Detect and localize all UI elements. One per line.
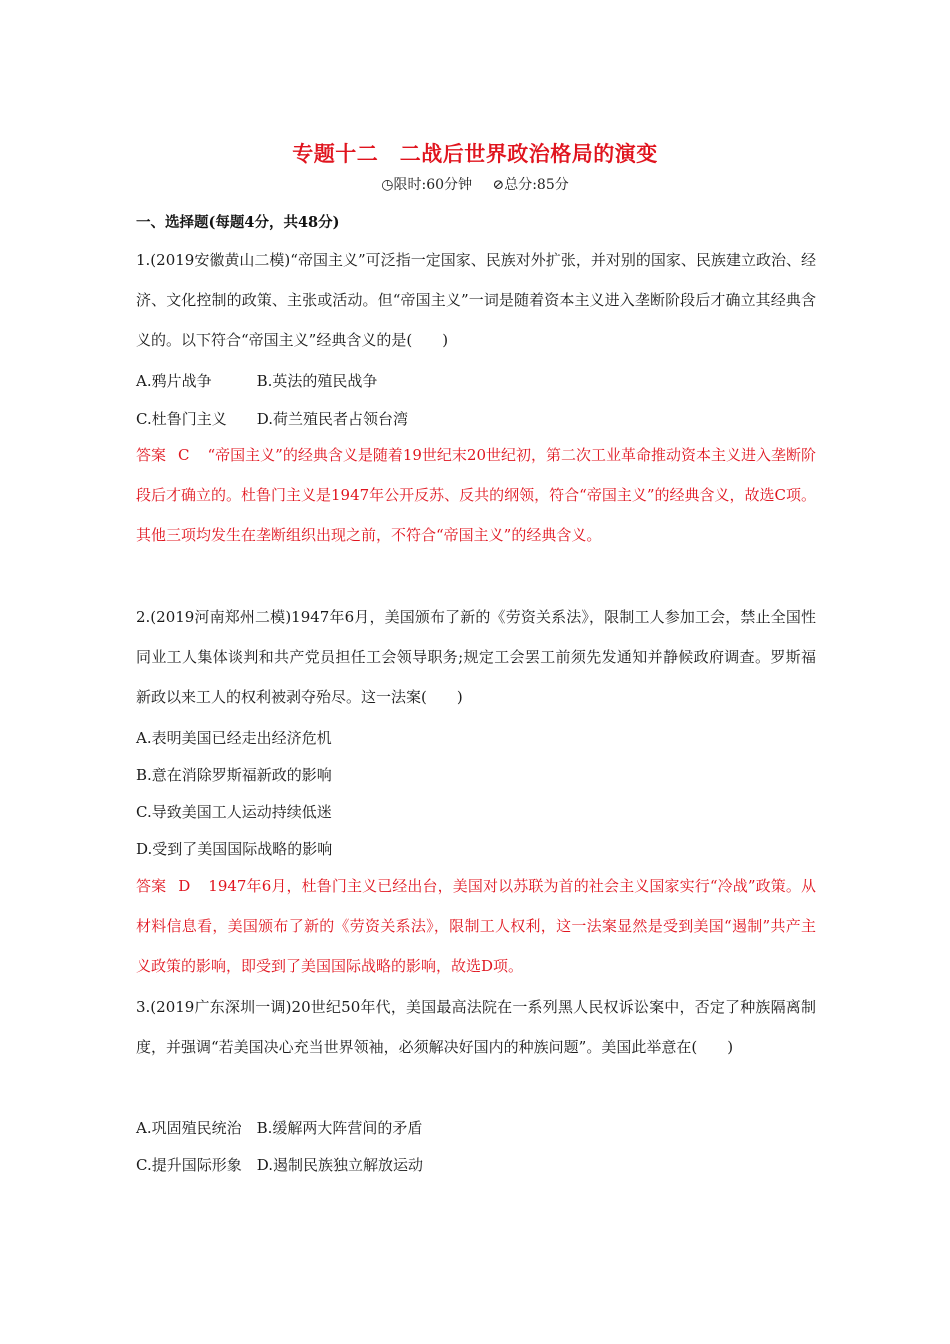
question-2-option-c: C.导致美国工人运动持续低迷 [136, 803, 332, 821]
section-heading: 一、选择题(每题4分，共48分) [136, 214, 340, 231]
question-3-options-row-1: A.巩固殖民统治 B.缓解两大阵营间的矛盾 [136, 1119, 423, 1137]
answer-explanation: 1947年6月，杜鲁门主义已经出台，美国对以苏联为首的社会主义国家实行“冷战”政策。从材料信息看，美国颁布了新的《劳资关系法》，限制工人权利，这一法案显然是受到美国“遏制”共产主义政策的影响，即受到了美国国际战略的影响，故选D项。 [136, 877, 816, 975]
question-2-answer [136, 866, 816, 986]
question-2-option-d: D.受到了美国国际战略的影响 [136, 840, 333, 858]
answer-explanation: “帝国主义”的经典含义是随着19世纪末20世纪初，第二次工业革命推动资本主义进入垄断阶段后才确立的。杜鲁门主义是1947年公开反苏、反共的纲领，符合“帝国主义”的经典含义，故选C项。其他三项均发生在垄断组织出现之前，不符合“帝国主义”的经典含义。 [136, 446, 817, 544]
question-2-stem: 2.(2019河南郑州二模)1947年6月，美国颁布了新的《劳资关系法》，限制工人参加工会，禁止全国性同业工人集体谈判和共产党员担任工会领导职务;规定工会罢工前须先发通知并静候政府调查。罗斯福新政以来工人的权利被剥夺殆尽。这一法案( ) [136, 608, 816, 706]
time-limit: ◷限时:60分钟 [381, 177, 473, 193]
exam-meta [0, 174, 950, 194]
question-3-stem: 3.(2019广东深圳一调)20世纪50年代，美国最高法院在一系列黑人民权诉讼案中，否定了种族隔离制度，并强调“若美国决心充当世界领袖，必须解决好国内的种族问题”。美国此举意在( ) [136, 998, 816, 1056]
answer-label: 答案 [136, 877, 167, 895]
answer-label: 答案 [136, 446, 167, 464]
question-2-option-a: A.表明美国已经走出经济危机 [136, 729, 332, 747]
answer-letter: D [178, 877, 191, 895]
question-1-options-row-2: C.杜鲁门主义 D.荷兰殖民者占领台湾 [136, 410, 408, 428]
answer-letter: C [178, 446, 190, 464]
question-3-options-row-2: C.提升国际形象 D.遏制民族独立解放运动 [136, 1156, 423, 1174]
page-title: 专题十二 二战后世界政治格局的演变 [292, 141, 658, 166]
total-score: ⊘总分:85分 [492, 177, 569, 193]
question-1-answer [136, 435, 816, 555]
question-1-stem: 1.(2019安徽黄山二模)“帝国主义”可泛指一定国家、民族对外扩张，并对别的国家、民族建立政治、经济、文化控制的政策、主张或活动。但“帝国主义”一词是随着资本主义进入垄断阶段后才确立其经典含义的。以下符合“帝国主义”经典含义的是( ) [136, 251, 816, 349]
question-1-options-row-1: A.鸦片战争 B.英法的殖民战争 [136, 372, 378, 390]
question-2-option-b: B.意在消除罗斯福新政的影响 [136, 766, 332, 784]
